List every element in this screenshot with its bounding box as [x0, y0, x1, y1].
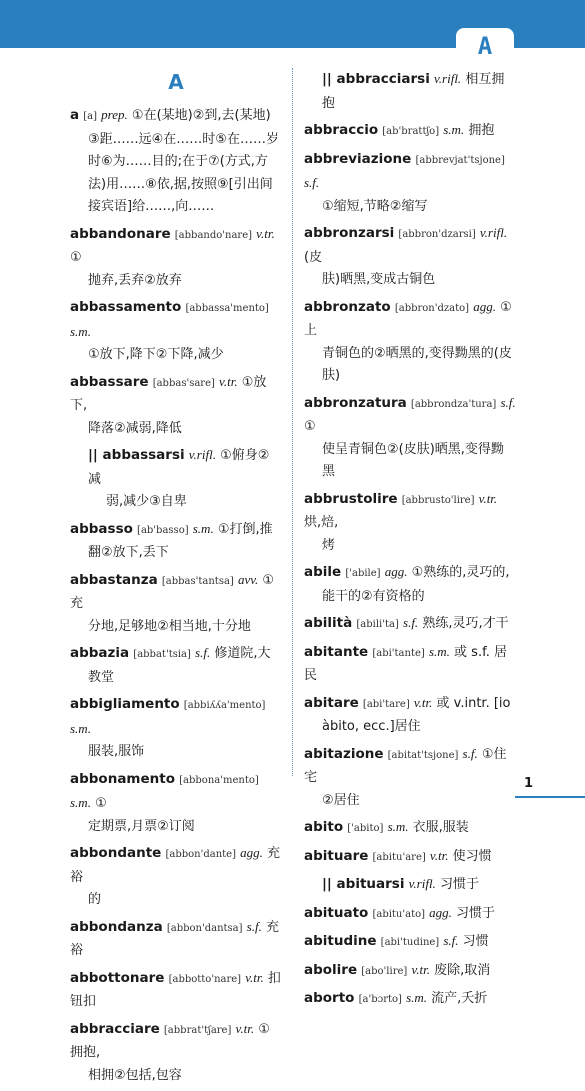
part-of-speech: s.f. [443, 933, 459, 948]
definition-continuation: 翻②放下,丢下 [88, 545, 169, 560]
pronunciation: [abi'tudine] [380, 937, 440, 948]
definition: 充裕 [70, 919, 279, 958]
pronunciation: [abbrat'tʃare] [163, 1024, 232, 1036]
definition: ①拥抱, [70, 1021, 270, 1060]
definition-continuation: 抛弃,丢弃②放弃 [88, 272, 182, 288]
pronunciation: [abitu'ato] [372, 908, 426, 920]
pronunciation: [abitu'are] [372, 851, 426, 863]
definition: ①上 [304, 299, 512, 338]
definition: ①俯身②减 [88, 448, 270, 487]
pronunciation: [abbas'tantsa] [161, 575, 234, 587]
headword: abbronzatura [304, 394, 407, 411]
part-of-speech: v.tr. [411, 961, 430, 977]
part-of-speech: s.m. [70, 720, 91, 736]
headword: abito [304, 819, 344, 835]
pronunciation: [ab'basso] [137, 524, 189, 536]
definition: ①充 [70, 572, 275, 611]
pronunciation: [abi'tante] [372, 647, 425, 659]
dictionary-entry [70, 371, 282, 441]
definition: ①住宅 [304, 746, 507, 785]
definition-continuation: 能干的②有资格的 [322, 588, 425, 604]
definition-continuation: 弱,减少③自卑 [106, 494, 187, 509]
definition: (皮 [304, 249, 323, 265]
pronunciation: [abbiʎʎa'mento] [183, 700, 266, 711]
definition-continuation: 的 [88, 892, 102, 907]
definition-continuation: 教堂 [88, 669, 115, 685]
definition-continuation: ①放下,降下②下降,减少 [88, 347, 224, 362]
pronunciation: [abbona'mento] [179, 774, 259, 786]
headword: abbandonare [70, 225, 171, 242]
part-of-speech: agg. [473, 298, 496, 314]
dictionary-entry [304, 873, 516, 898]
headword: abilità [304, 615, 353, 631]
dictionary-entry [70, 1018, 282, 1088]
definition-continuation: 烤 [322, 537, 336, 553]
headword: abbazia [70, 645, 130, 661]
pronunciation: ['abito] [347, 823, 384, 834]
headword: || abbassarsi [88, 447, 185, 463]
part-of-speech: s.m. [70, 323, 91, 339]
dictionary-entry [304, 743, 516, 813]
part-of-speech: s.m. [406, 990, 428, 1005]
headword: abbondante [70, 845, 162, 861]
dictionary-entry [304, 148, 516, 219]
dictionary-entry [70, 104, 282, 219]
headword: abbreviazione [304, 150, 412, 167]
part-of-speech: v.rifl. [479, 225, 508, 240]
part-of-speech: s.f. [403, 615, 419, 630]
pronunciation: [abbotto'nare] [168, 973, 242, 985]
part-of-speech: prep. [101, 107, 128, 122]
definition: 习惯于 [451, 905, 496, 921]
right-entries [304, 68, 516, 1012]
pronunciation: [a'bɔrto] [358, 994, 402, 1005]
dictionary-entry [304, 392, 516, 484]
page-number-rule [515, 796, 585, 798]
definition: 或 s.f. 居民 [304, 644, 507, 683]
definition-continuation: 定期票,月票②订阅 [88, 818, 195, 834]
definition: ①熟练的,灵巧的, [407, 565, 510, 580]
part-of-speech: s.m. [443, 122, 465, 137]
dictionary-entry [304, 296, 516, 388]
part-of-speech: s.m. [428, 643, 450, 659]
headword: abitante [304, 643, 369, 660]
definition-continuation: ①缩短,节略②缩写 [322, 198, 428, 214]
headword: abbronzarsi [304, 225, 395, 241]
pronunciation: [a] [83, 111, 98, 122]
definition: 习惯 [458, 934, 489, 949]
headword: abbastanza [70, 571, 158, 588]
definition: 使习惯 [448, 848, 492, 864]
part-of-speech: agg. [429, 904, 452, 920]
definition: 熟练,灵巧,才干 [418, 616, 509, 631]
part-of-speech: v.tr. [478, 490, 498, 506]
part-of-speech: s.f. [500, 394, 516, 410]
definition: 流产,夭折 [427, 991, 488, 1006]
part-of-speech: s.m. [70, 795, 91, 810]
definition-continuation: 服装,服饰 [88, 744, 145, 759]
definition-continuation: 肤)晒黑,变成古铜色 [322, 272, 436, 287]
dictionary-entry [304, 845, 516, 870]
part-of-speech: v.tr. [245, 969, 264, 985]
headword: abbracciare [70, 1020, 160, 1037]
dictionary-entry [304, 561, 516, 608]
dictionary-entry [304, 222, 516, 292]
part-of-speech: agg. [384, 564, 408, 579]
dictionary-entry [70, 842, 282, 912]
definition: ①在(某地)②到,去(某地) [127, 108, 271, 123]
pronunciation: ['abile] [345, 568, 381, 579]
headword: a [70, 107, 80, 123]
definition: ①打倒,推 [213, 521, 273, 537]
part-of-speech: v.rifl. [408, 876, 436, 891]
part-of-speech: v.tr. [256, 225, 275, 241]
headword: abbassare [70, 373, 149, 390]
dictionary-entry [70, 223, 282, 293]
definition: 充裕 [70, 846, 281, 885]
headword: abituare [304, 847, 369, 864]
definition: 或 v.intr. [io [432, 695, 511, 711]
left-column [70, 70, 282, 1091]
dictionary-entry [70, 916, 282, 963]
headword: abitare [304, 694, 359, 711]
definition-continuation: ②居住 [322, 792, 360, 808]
definition: 相互拥抱 [322, 72, 505, 111]
column-divider [292, 68, 293, 776]
pronunciation: [abbrevjat'tsjone] [415, 154, 505, 166]
part-of-speech: agg. [240, 845, 263, 860]
dictionary-entry [304, 987, 516, 1012]
definition-continuation: 分地,足够地②相当地,十分地 [88, 618, 251, 634]
tab-letter: A [477, 32, 493, 60]
pronunciation: [abbon'dante] [165, 849, 236, 860]
part-of-speech: s.f. [246, 918, 262, 934]
dictionary-entry [304, 641, 516, 688]
part-of-speech: v.rifl. [433, 71, 462, 86]
headword: || abbracciarsi [322, 71, 430, 87]
definition-continuation: 降落②减弱,降低 [88, 420, 182, 436]
part-of-speech: v.tr. [429, 847, 449, 863]
dictionary-entry [70, 444, 282, 514]
headword: abbasso [70, 520, 133, 537]
headword: || abituarsi [322, 876, 405, 892]
part-of-speech: s.f. [195, 645, 211, 660]
definition: ①放下, [70, 374, 267, 413]
part-of-speech: s.m. [387, 819, 409, 834]
dictionary-entry [304, 488, 516, 558]
definition-continuation: 相拥②包括,包容 [88, 1067, 182, 1083]
dictionary-entry [304, 119, 516, 144]
dictionary-entry [70, 642, 282, 689]
definition: 烘,焙, [304, 515, 339, 530]
dictionary-entry [304, 68, 516, 115]
headword: abbassamento [70, 299, 182, 315]
dictionary-entry [70, 569, 282, 639]
dictionary-entry [304, 959, 516, 984]
part-of-speech: v.tr. [413, 694, 433, 710]
headword: abbrustolire [304, 490, 398, 507]
headword: abbraccio [304, 122, 379, 138]
dictionary-entry [70, 296, 282, 367]
part-of-speech: v.tr. [235, 1020, 255, 1036]
headword: abitazione [304, 745, 384, 762]
pronunciation: [abo'lire] [361, 965, 408, 977]
part-of-speech: v.tr. [219, 373, 238, 389]
right-column [304, 68, 516, 1016]
dictionary-entry [70, 693, 282, 764]
dictionary-entry [70, 768, 282, 839]
headword: abolire [304, 961, 358, 978]
dictionary-entry [304, 816, 516, 841]
part-of-speech: s.m. [192, 520, 214, 536]
headword: abitudine [304, 933, 377, 949]
part-of-speech: s.f. [462, 745, 478, 761]
dictionary-entry [304, 930, 516, 955]
page-number: 1 [524, 776, 534, 791]
section-letter: A [168, 70, 184, 94]
definition: 拥抱 [464, 123, 495, 138]
definition: ① [90, 796, 107, 811]
left-entries [70, 104, 282, 1087]
dictionary-entry [304, 902, 516, 927]
part-of-speech: s.f. [304, 175, 320, 190]
pronunciation: [abbrondza'tura] [410, 398, 497, 410]
pronunciation: [abbron'dzato] [394, 302, 470, 314]
definition: 修道院,大 [210, 646, 271, 661]
dictionary-entry [304, 692, 516, 739]
definition: 衣服,服装 [408, 820, 469, 835]
headword: abbronzato [304, 298, 391, 315]
pronunciation: [abbat'tsia] [133, 649, 191, 660]
headword: aborto [304, 990, 355, 1006]
definition: 习惯于 [435, 877, 479, 892]
pronunciation: [ab'brattʃo] [382, 126, 440, 137]
pronunciation: [abbon'dantsa] [166, 922, 243, 934]
pronunciation: [abitat'tsjone] [387, 749, 459, 761]
dictionary-entry [70, 518, 282, 565]
definition: 扣钮扣 [70, 970, 281, 1009]
pronunciation: [abi'tare] [362, 698, 410, 710]
part-of-speech: avv. [237, 571, 259, 587]
definition-continuation: àbito, ecc.]居住 [322, 719, 421, 734]
pronunciation: [abbas'sare] [152, 377, 215, 389]
pronunciation: [abbando'nare] [174, 229, 253, 241]
pronunciation: [abili'ta] [356, 619, 399, 630]
letter-tab [456, 28, 514, 64]
definition-continuation: 青铜色的②晒黑的,变得黝黑的(皮肤) [322, 345, 512, 383]
definition: ① [70, 250, 82, 265]
headword: abbigliamento [70, 696, 180, 712]
pronunciation: [abbassa'mento] [185, 303, 269, 314]
definition-continuation: 使呈青铜色②(皮肤)晒黑,变得黝黑 [322, 441, 504, 479]
headword: abituato [304, 904, 369, 921]
headword: abbonamento [70, 770, 175, 787]
dictionary-entry [70, 967, 282, 1014]
part-of-speech: v.rifl. [188, 447, 216, 462]
definition: ① [304, 419, 316, 434]
definition-continuation: ③距……远④在……时⑤在……岁时⑥为……目的;在于⑦(方式,方法)用……⑧依,据,按照⑨[引出间接宾语]给……,向…… [88, 131, 279, 214]
headword: abbondanza [70, 918, 163, 935]
pronunciation: [abbrusto'lire] [401, 494, 475, 506]
pronunciation: [abbron'dzarsi] [398, 229, 476, 240]
headword: abile [304, 564, 342, 580]
dictionary-entry [304, 612, 516, 637]
headword: abbottonare [70, 969, 165, 986]
definition: 废除,取消 [429, 962, 491, 978]
